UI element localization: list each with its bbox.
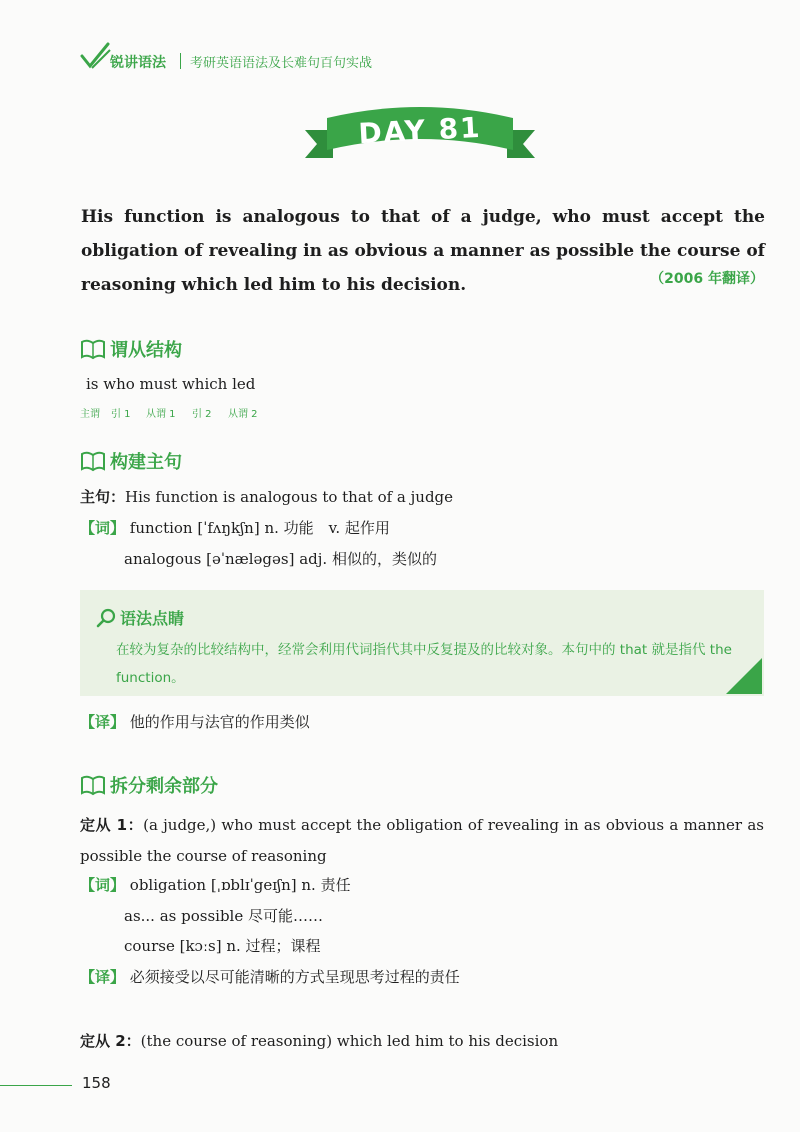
book-icon bbox=[80, 774, 106, 796]
grammar-tip-body: 在较为复杂的比较结构中，经常会利用代词指代其中反复提及的比较对象。本句中的 that 就是指代 the function。 bbox=[116, 642, 732, 686]
tag: 引 2 bbox=[192, 409, 212, 420]
section-heading-main-clause bbox=[80, 448, 280, 474]
section-title: 构建主句 bbox=[110, 452, 182, 473]
translation-text: 他的作用与法官的作用类似 bbox=[129, 713, 310, 731]
main-clause-label: 主句： bbox=[80, 488, 126, 506]
tag: 主谓 bbox=[80, 409, 100, 420]
clause1-block bbox=[80, 810, 764, 872]
grammar-tip-title: 语法点睛 bbox=[120, 609, 185, 628]
clause2-text: (the course of reasoning) which led him to his decision bbox=[140, 1032, 559, 1050]
section-title: 谓从结构 bbox=[110, 340, 182, 361]
day-banner bbox=[305, 100, 535, 165]
vocab-entry: as... as possible 尽可能…… bbox=[124, 907, 323, 925]
translation-label: 【译】 bbox=[80, 713, 126, 731]
book-icon bbox=[80, 338, 106, 360]
structure-tags bbox=[80, 405, 380, 419]
predicate-structure: is who must which led bbox=[86, 375, 256, 393]
tag: 从谓 1 bbox=[146, 409, 176, 420]
translation-text: 必须接受以尽可能清晰的方式呈现思考过程的责任 bbox=[129, 968, 460, 986]
corner-triangle bbox=[726, 658, 762, 694]
main-clause-text: His function is analogous to that of a judge bbox=[125, 488, 454, 506]
day-label: DAY 81 bbox=[357, 110, 483, 151]
book-icon bbox=[80, 450, 106, 472]
vocab-entry: analogous [əˈnæləgəs] adj. 相似的，类似的 bbox=[124, 550, 437, 568]
translation-line bbox=[80, 966, 460, 987]
section-heading-structure bbox=[80, 336, 280, 362]
translation-label: 【译】 bbox=[80, 968, 126, 986]
magnifier-icon bbox=[96, 608, 116, 628]
main-sentence: His function is analogous to that of a judge, who must accept the obligation of revealing in as obvious a manner as possible the course of reasoning which led him to his decision. bbox=[81, 207, 765, 295]
source-note: （2006 年翻译） bbox=[650, 271, 764, 287]
tag: 从谓 2 bbox=[228, 409, 258, 420]
book-title: 考研英语语法及长难句百句实战 bbox=[190, 56, 373, 71]
clause2-label: 定从 2： bbox=[80, 1032, 141, 1050]
vocab-entry: obligation [ˌɒblɪˈgeɪʃn] n. 责任 bbox=[129, 876, 351, 894]
grammar-tip-box bbox=[80, 590, 764, 696]
brand-name: 锐讲语法 bbox=[110, 55, 166, 71]
page-number: 158 bbox=[82, 1074, 111, 1092]
clause1-label: 定从 1： bbox=[80, 816, 144, 834]
vocab-label: 【词】 bbox=[80, 519, 126, 537]
vocab-entry: function [ˈfʌŋkʃn] n. 功能 v. 起作用 bbox=[129, 519, 390, 537]
footer-rule bbox=[0, 1085, 72, 1086]
translation-line bbox=[80, 711, 310, 732]
tag: 引 1 bbox=[111, 409, 131, 420]
vocab-line bbox=[80, 517, 390, 538]
vocab-label: 【词】 bbox=[80, 876, 126, 894]
header-divider bbox=[180, 53, 181, 69]
clause1-text: (a judge,) who must accept the obligation of revealing in as obvious a manner as possible the course of reasoning bbox=[80, 816, 764, 865]
section-title: 拆分剩余部分 bbox=[110, 776, 218, 797]
section-heading-remainder bbox=[80, 772, 320, 798]
main-clause-line bbox=[80, 486, 453, 507]
vocab-entry: course [kɔːs] n. 过程；课程 bbox=[124, 937, 321, 955]
clause2-line bbox=[80, 1030, 558, 1051]
vocab-line bbox=[80, 874, 351, 895]
check-pen-icon bbox=[80, 42, 112, 72]
